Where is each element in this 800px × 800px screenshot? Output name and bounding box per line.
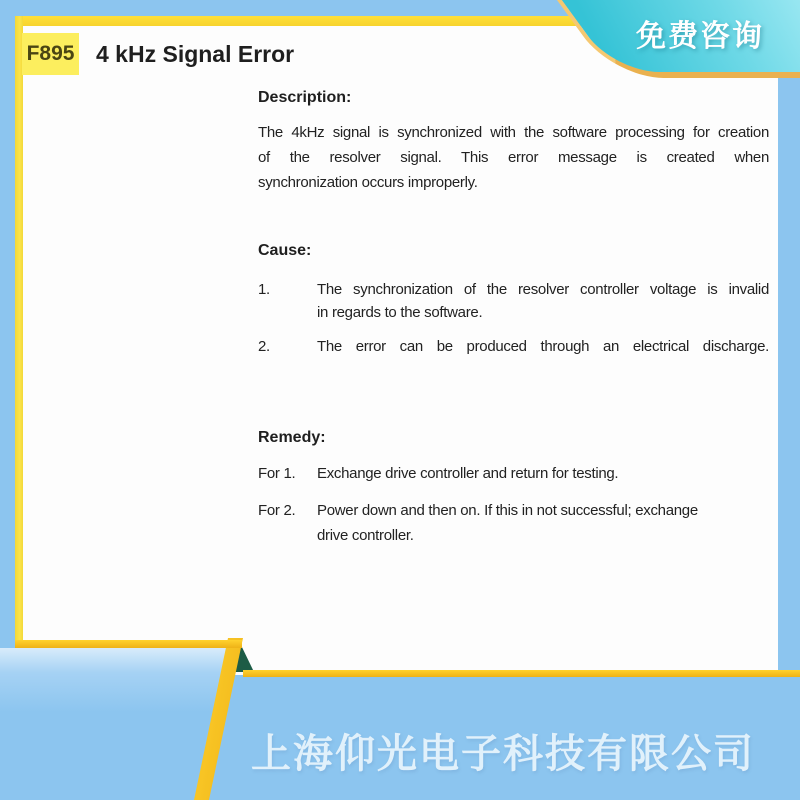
text-line: The synchronization of the resolver controller voltage is invalid bbox=[317, 281, 769, 298]
description-paragraph bbox=[258, 120, 769, 195]
text-line: Exchange drive controller and return for testing. bbox=[317, 465, 619, 482]
text-line: Power down and then on. If this in not successful; exchange bbox=[317, 502, 698, 519]
error-title: 4 kHz Signal Error bbox=[96, 41, 295, 67]
remedy-heading: Remedy: bbox=[258, 429, 326, 446]
remedy-item-1 bbox=[258, 461, 769, 486]
error-code-badge: F895 bbox=[22, 33, 79, 75]
consult-banner-label[interactable]: 免费咨询 bbox=[636, 20, 764, 53]
cause-item-2 bbox=[258, 335, 769, 358]
list-label: For 1. bbox=[258, 465, 296, 482]
page-left-gold-bar bbox=[15, 16, 23, 648]
remedy-item-2 bbox=[258, 498, 769, 548]
list-label: For 2. bbox=[258, 502, 296, 519]
text-line: drive controller. bbox=[317, 527, 414, 544]
text-line: The 4kHz signal is synchronized with the software processing for creation bbox=[258, 124, 769, 141]
text-line: of the resolver signal. This error message is created when bbox=[258, 149, 769, 166]
cause-heading: Cause: bbox=[258, 242, 312, 259]
description-heading: Description: bbox=[258, 89, 352, 106]
text-line: The error can be produced through an electrical discharge. bbox=[317, 338, 769, 355]
text-line: synchronization occurs improperly. bbox=[258, 174, 478, 191]
bottom-left-gold-line bbox=[15, 640, 242, 648]
list-number: 2. bbox=[258, 338, 270, 355]
bottom-right-gold-line bbox=[243, 670, 800, 677]
cause-item-1 bbox=[258, 278, 769, 324]
company-watermark: 上海仰光电子科技有限公司 bbox=[251, 732, 755, 776]
text-line: in regards to the software. bbox=[317, 304, 483, 321]
list-number: 1. bbox=[258, 281, 270, 298]
